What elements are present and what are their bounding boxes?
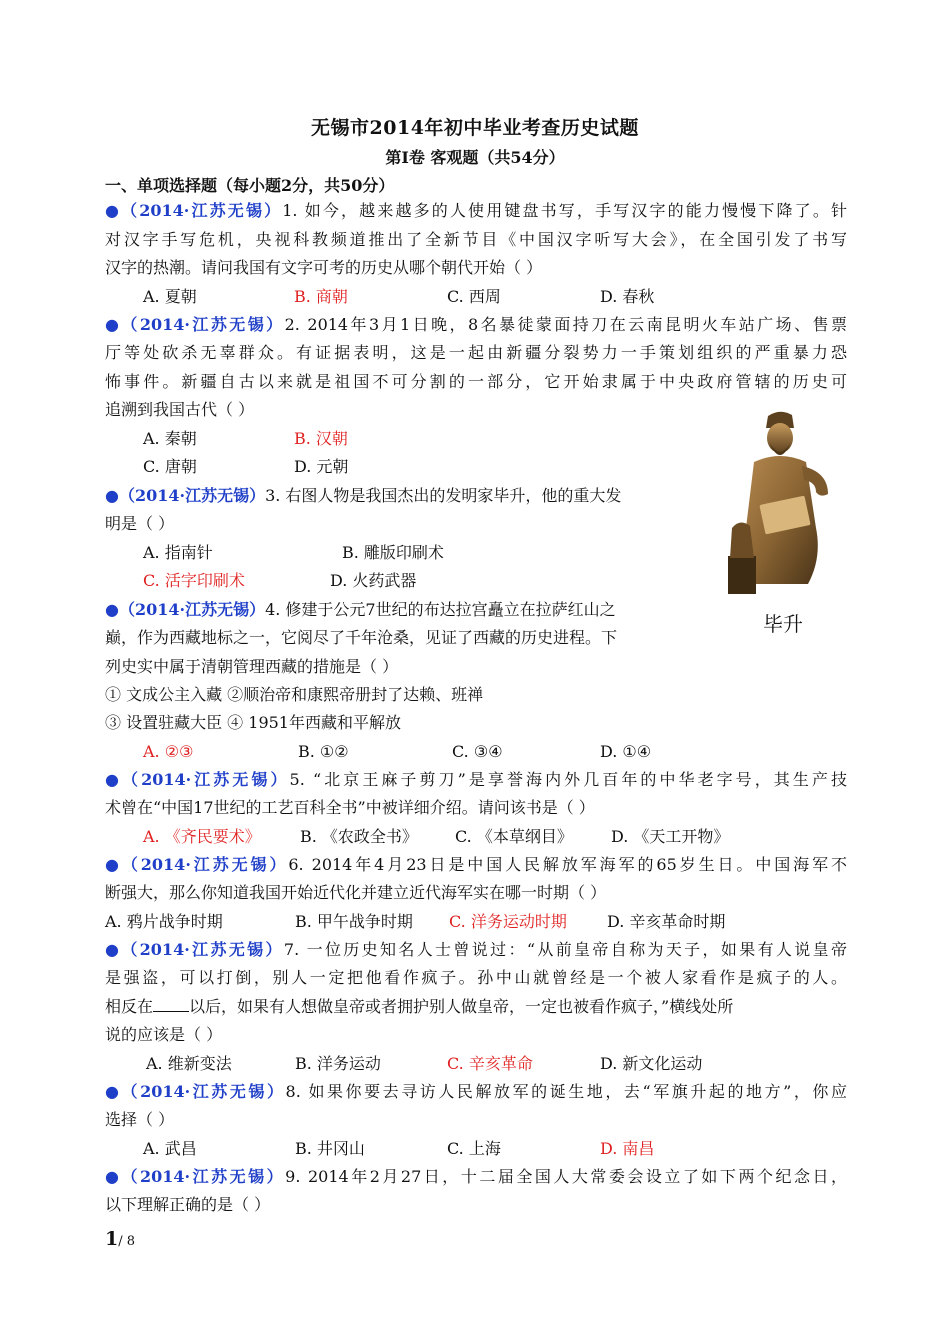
q1-line-1: ●（2014·江苏无锡）1. 如今，越来越多的人使用键盘书写，手写汉字的能力慢慢下降了。针 <box>105 201 847 220</box>
q2-option-b: B. 汉朝 <box>294 429 348 448</box>
page-title: 无锡市2014年初中毕业考查历史试题 <box>311 117 639 139</box>
source-tag: ●（2014·江苏无锡） <box>105 770 290 789</box>
q4-line-4: ① 文成公主入藏 ②顺治帝和康熙帝册封了达赖、班禅 <box>105 685 484 704</box>
q2-line-2: 厅等处砍杀无辜群众。有证据表明，这是一起由新疆分裂势力一手策划组织的严重暴力恐 <box>105 343 847 362</box>
q5-option-d: D. 《天工开物》 <box>611 827 730 846</box>
source-tag: ●（2014·江苏无锡） <box>105 1167 286 1186</box>
source-tag: ●（2014·江苏无锡） <box>105 940 284 959</box>
bi-sheng-statue-image <box>724 408 842 594</box>
q4-line-5: ③ 设置驻藏大臣 ④ 1951年西藏和平解放 <box>105 713 401 732</box>
q7-line-3: 相反在 以后，如果有人想做皇帝或者拥护别人做皇帝，一定也被看作疯子，”横线处所 <box>105 997 734 1016</box>
statue-pedestal <box>728 556 756 594</box>
q6-line-1: ●（2014·江苏无锡）6. 2014年4月23日是中国人民解放军海军的65岁生日。中国海军不 <box>105 855 847 874</box>
q2-option-d: D. 元朝 <box>294 457 349 476</box>
q3-line-1: ●（2014·江苏无锡）3. 右图人物是我国杰出的发明家毕升，他的重大发 <box>105 486 622 505</box>
q6-option-a: A. 鸦片战争时期 <box>105 912 223 931</box>
q7-line-1: ●（2014·江苏无锡）7. 一位历史知名人士曾说过：“从前皇帝自称为天子，如果有人说皇帝 <box>105 940 847 959</box>
q6-option-b: B. 甲午战争时期 <box>295 912 413 931</box>
q1-option-b: B. 商朝 <box>294 287 348 306</box>
q7-line-4: 说的应该是（ ） <box>105 1025 223 1044</box>
q3-option-c: C. 活字印刷术 <box>143 571 245 590</box>
q8-option-c: C. 上海 <box>447 1139 501 1158</box>
source-tag: ●（2014·江苏无锡） <box>105 486 266 505</box>
source-tag: ●（2014·江苏无锡） <box>105 600 266 619</box>
q9-line-2: 以下理解正确的是（ ） <box>105 1195 271 1214</box>
section-heading: 一、单项选择题（每小题2分，共50分） <box>105 176 395 195</box>
q1-line-3: 汉字的热潮。请问我国有文字可考的历史从哪个朝代开始（ ） <box>105 258 543 277</box>
q8-line-2: 选择（ ） <box>105 1110 175 1129</box>
q7-option-c: C. 辛亥革命 <box>447 1054 533 1073</box>
source-tag: ●（2014·江苏无锡） <box>105 315 285 334</box>
q3-option-a: A. 指南针 <box>143 543 213 562</box>
q5-option-a: A. 《齐民要术》 <box>143 827 261 846</box>
q8-option-d: D. 南昌 <box>600 1139 655 1158</box>
q3-option-d: D. 火药武器 <box>330 571 417 590</box>
q1-option-c: C. 西周 <box>447 287 501 306</box>
q4-line-2: 巅，作为西藏地标之一，它阅尽了千年沧桑，见证了西藏的历史进程。下 <box>105 628 618 647</box>
source-tag: ●（2014·江苏无锡） <box>105 1082 286 1101</box>
q8-line-1: ●（2014·江苏无锡）8. 如果你要去寻访人民解放军的诞生地，去“军旗升起的地方”，你应 <box>105 1082 847 1101</box>
q5-option-c: C. 《本草纲目》 <box>455 827 573 846</box>
source-tag: ●（2014·江苏无锡） <box>105 855 289 874</box>
fill-in-blank <box>153 995 189 1012</box>
q4-option-b: B. ①② <box>298 742 349 761</box>
page-number: 1/ 8 <box>105 1228 136 1250</box>
q5-option-b: B. 《农政全书》 <box>300 827 418 846</box>
q2-option-c: C. 唐朝 <box>143 457 197 476</box>
q6-option-d: D. 辛亥革命时期 <box>607 912 726 931</box>
q1-line-2: 对汉字手写危机，央视科教频道推出了全新节目《中国汉字听写大会》，在全国引发了书写 <box>105 230 847 249</box>
q4-option-a: A. ②③ <box>143 742 194 761</box>
q7-line-2: 是强盗，可以打倒，别人一定把他看作疯子。孙中山就曾经是一个被人家看作是疯子的人。 <box>105 968 847 987</box>
q2-line-4: 追溯到我国古代（ ） <box>105 400 255 419</box>
q1-option-d: D. 春秋 <box>600 287 655 306</box>
q2-line-3: 怖事件。新疆自古以来就是祖国不可分割的一部分，它开始隶属于中央政府管辖的历史可 <box>105 372 847 391</box>
q6-line-2: 断强大，那么你知道我国开始近代化并建立近代海军实在哪一时期（ ） <box>105 883 607 902</box>
q5-line-2: 术曾在“中国17世纪的工艺百科全书”中被详细介绍。请问该书是（ ） <box>105 798 595 817</box>
q2-line-1: ●（2014·江苏无锡）2. 2014年3月1日晚，8名暴徒蒙面持刀在云南昆明火车站广场、售票 <box>105 315 847 334</box>
q8-option-b: B. 井冈山 <box>295 1139 365 1158</box>
q7-option-a: A. 维新变法 <box>146 1054 232 1073</box>
q1-option-a: A. 夏朝 <box>143 287 197 306</box>
page-subtitle: 第Ⅰ卷 客观题（共54分） <box>385 148 565 167</box>
source-tag: ●（2014·江苏无锡） <box>105 201 283 220</box>
statue-head <box>767 423 793 453</box>
q4-option-d: D. ①④ <box>600 742 652 761</box>
q3-option-b: B. 雕版印刷术 <box>342 543 444 562</box>
q7-option-d: D. 新文化运动 <box>600 1054 703 1073</box>
q8-option-a: A. 武昌 <box>143 1139 197 1158</box>
q6-option-c: C. 洋务运动时期 <box>449 912 567 931</box>
q4-line-3: 列史实中属于清朝管理西藏的措施是（ ） <box>105 657 399 676</box>
q3-line-2: 明是（ ） <box>105 514 175 533</box>
q4-option-c: C. ③④ <box>452 742 503 761</box>
q5-line-1: ●（2014·江苏无锡）5. “北京王麻子剪刀”是享誉海内外几百年的中华老字号，其生产技 <box>105 770 847 789</box>
q4-line-1: ●（2014·江苏无锡）4. 修建于公元7世纪的布达拉宫矗立在拉萨红山之 <box>105 600 616 619</box>
q7-option-b: B. 洋务运动 <box>295 1054 381 1073</box>
q2-option-a: A. 秦朝 <box>143 429 197 448</box>
q9-line-1: ●（2014·江苏无锡）9. 2014年2月27日，十二届全国人大常委会设立了如下两个纪念日， <box>105 1167 847 1186</box>
figure-caption: 毕升 <box>763 612 803 636</box>
